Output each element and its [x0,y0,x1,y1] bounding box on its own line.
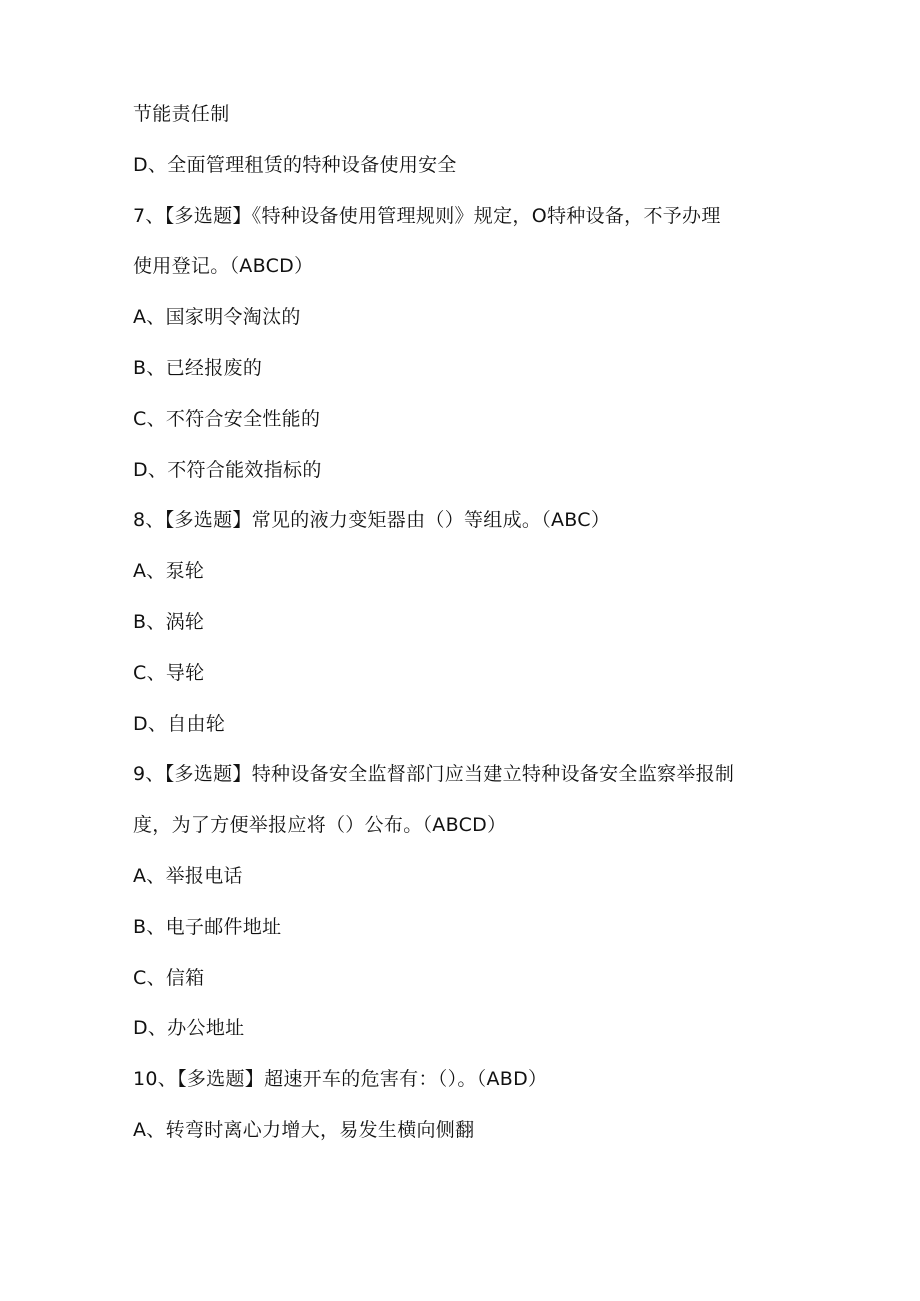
question-7: 7、【多选题】《特种设备使用管理规则》规定，O特种设备，不予办理 [133,204,721,227]
question-9: 9、【多选题】特种设备安全监督部门应当建立特种设备安全监察举报制 [133,763,735,786]
option-b: B、涡轮 [133,610,205,633]
option-d: D、不符合能效指标的 [133,458,322,481]
question-7-continued: 使用登记。（ABCD） [133,255,314,278]
option-d: D、办公地址 [133,1017,245,1040]
option-c: C、不符合安全性能的 [133,407,321,430]
option-c: C、信箱 [133,966,205,989]
option-a: A、泵轮 [133,560,205,583]
document-body [133,92,793,1159]
option-a: A、国家明令淘汰的 [133,306,301,329]
option-a: A、转弯时离心力增大，易发生横向侧翻 [133,1118,475,1141]
option-a: A、举报电话 [133,864,243,887]
option-d: D、全面管理租赁的特种设备使用安全 [133,153,457,176]
option-c: C、导轮 [133,661,205,684]
option-b: B、已经报废的 [133,356,263,379]
option-d: D、自由轮 [133,712,226,735]
question-9-continued: 度，为了方便举报应将（）公布。（ABCD） [133,814,507,837]
text-line: 节能责任制 [133,103,230,125]
option-b: B、电子邮件地址 [133,915,282,938]
question-8: 8、【多选题】常见的液力变矩器由（）等组成。（ABC） [133,509,611,532]
question-10: 10、【多选题】超速开车的危害有：（）。（ABD） [133,1068,548,1091]
